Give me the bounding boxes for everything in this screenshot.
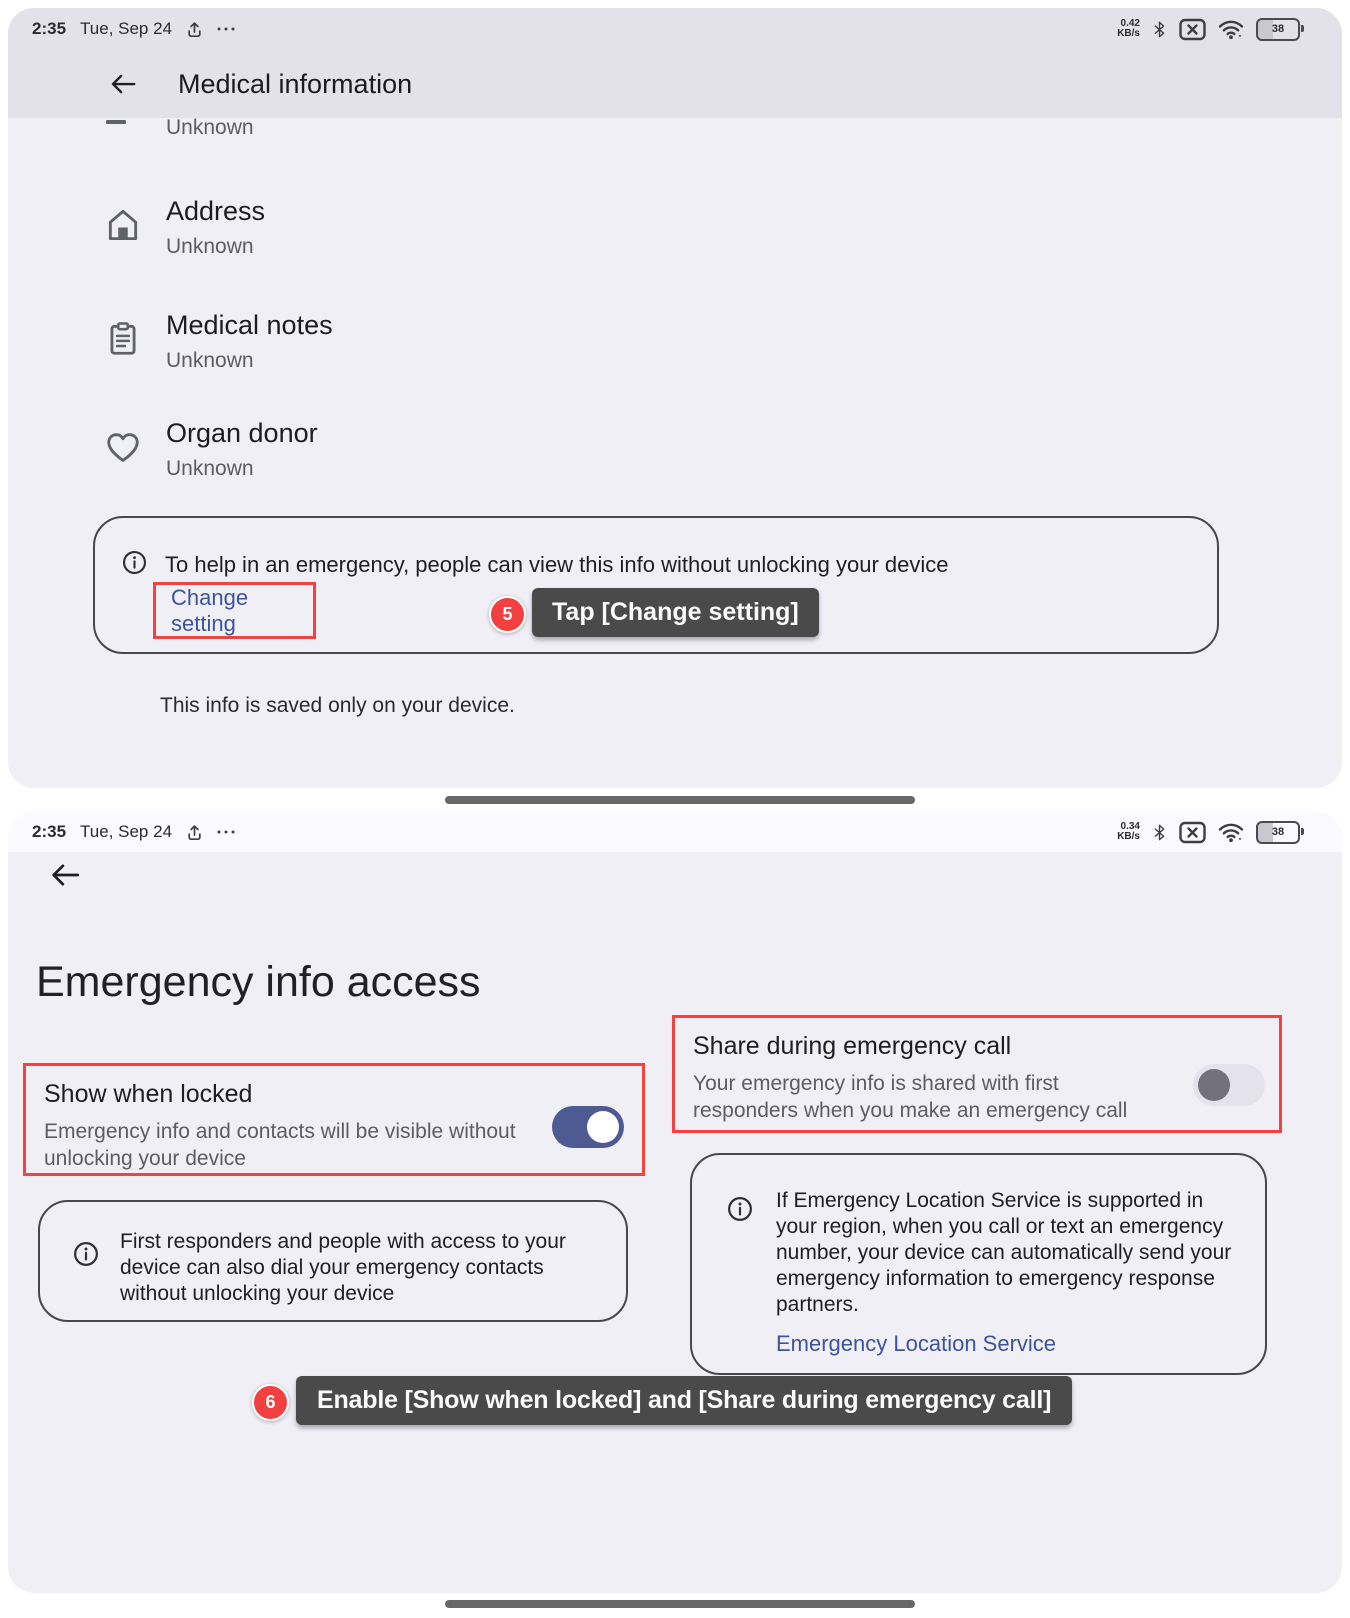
battery-percent: 38 [1271,23,1285,35]
screenshot-medical-information [8,8,1342,788]
list-item-medical-notes[interactable] [104,308,333,375]
more-icon [217,829,235,835]
clipboard-icon [104,308,144,375]
status-bar [8,8,1342,50]
item-title: Address [166,196,266,226]
back-arrow-icon[interactable] [108,69,138,99]
home-indicator-bar[interactable] [445,796,915,804]
setting-title: Share during emergency call [693,1032,1012,1060]
info-icon [72,1240,100,1273]
info-card-text: To help in an emergency, people can view this info without unlocking your device [165,552,949,577]
step-badge-6: 6 [252,1384,289,1421]
status-bar [8,812,1342,852]
change-setting-link[interactable]: Change setting [171,584,249,636]
network-speed: 0.42 KB/s [1117,18,1140,39]
page-title: Emergency info access [36,958,481,1006]
step-tooltip-6: Enable [Show when locked] and [Share during emergency call] [296,1376,1072,1425]
upload-icon [186,824,203,841]
battery-icon [1256,18,1300,41]
share-during-call-toggle[interactable] [1193,1064,1265,1106]
annotation-box-change-setting [153,582,316,639]
status-date: Tue, Sep 24 [80,19,173,38]
first-responders-info-card [38,1200,628,1322]
setting-title: Show when locked [44,1080,253,1108]
show-when-locked-toggle[interactable] [552,1106,624,1148]
info-card-text: First responders and people with access to your device can also dial your emergency contacts without unlocking your device [120,1230,566,1305]
page-title: Medical information [178,68,413,99]
list-item-organ-donor[interactable] [104,416,318,483]
emergency-location-service-link[interactable]: Emergency Location Service [776,1331,1057,1356]
item-value: Unknown [166,235,254,258]
emergency-location-service-card [690,1153,1267,1375]
upload-icon [186,21,203,38]
list-item-partial[interactable] [104,114,254,142]
home-indicator-bar[interactable] [445,1600,915,1608]
info-icon [726,1195,754,1228]
wifi-icon [1218,822,1244,843]
item-title: Organ donor [166,418,318,448]
setting-description: Emergency info and contacts will be visible without unlocking your device [44,1120,516,1170]
home-icon [104,194,144,261]
heart-icon [104,416,144,483]
no-sim-icon [1179,18,1206,41]
wifi-icon [1218,19,1244,40]
battery-percent: 38 [1271,826,1285,838]
info-icon [121,549,148,581]
list-item-address[interactable] [104,194,265,261]
more-icon [217,26,235,32]
back-arrow-icon[interactable] [48,858,82,892]
screenshot-emergency-info-access [8,812,1342,1593]
item-value: Unknown [166,116,254,139]
bluetooth-icon [1152,822,1167,843]
bluetooth-icon [1152,19,1167,40]
no-sim-icon [1179,821,1206,844]
annotation-box-share-during-call [672,1015,1282,1133]
status-time: 2:35 [32,19,67,38]
step-badge-5: 5 [489,596,526,633]
toggle-knob [587,1111,619,1143]
setting-description: Your emergency info is shared with first responders when you make an emergency call [693,1072,1128,1122]
status-date: Tue, Sep 24 [80,822,173,841]
status-time: 2:35 [32,822,67,841]
info-card-text: If Emergency Location Service is supported in your region, when you call or text an emergency number, your device can automatically send your emergency information to emergency response partners. [776,1189,1232,1316]
item-title: Medical notes [166,310,333,340]
step-tooltip-5: Tap [Change setting] [532,588,819,637]
app-bar [8,50,1342,118]
network-speed: 0.34 KB/s [1117,821,1140,842]
item-value: Unknown [166,349,254,372]
footer-note: This info is saved only on your device. [160,694,515,717]
item-value: Unknown [166,457,254,480]
toggle-knob [1198,1069,1230,1101]
battery-icon [1256,821,1300,844]
annotation-box-show-when-locked [23,1063,645,1176]
